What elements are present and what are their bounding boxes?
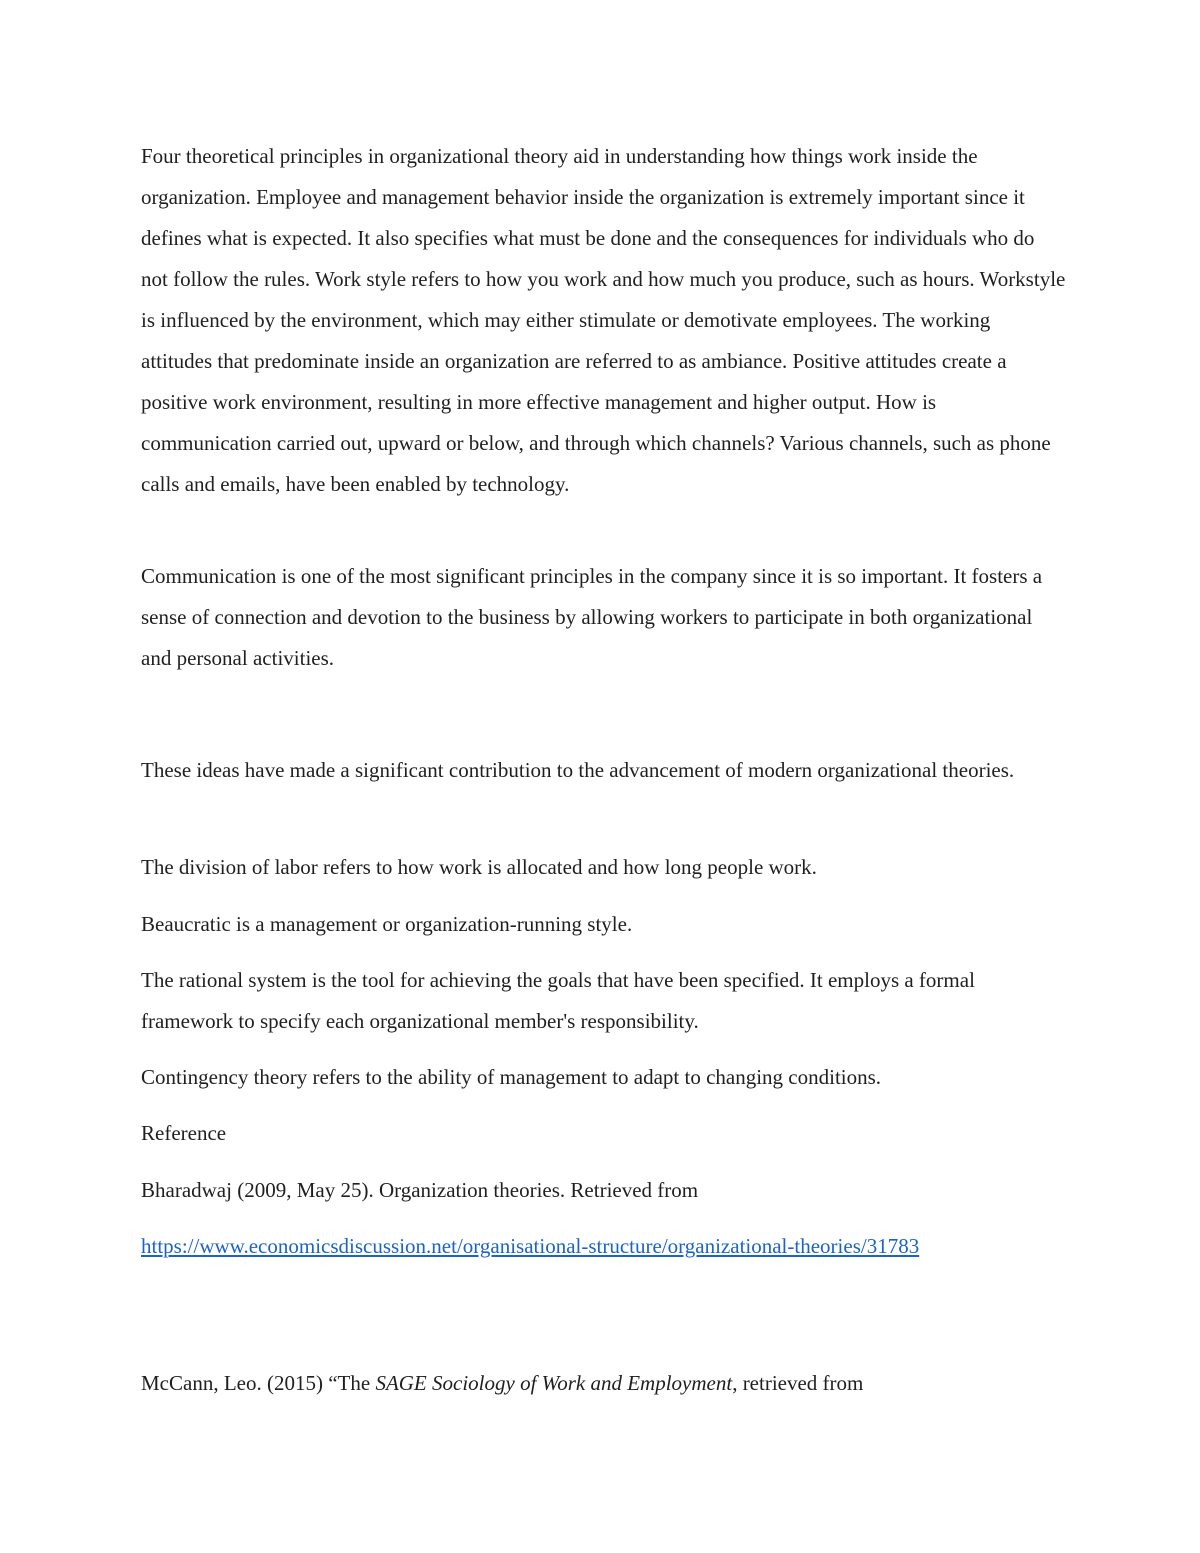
reference-mccann-prefix: McCann, Leo. (2015) “The [141, 1371, 376, 1395]
paragraph-principles: Four theoretical principles in organizational theory aid in understanding how things work inside the organization. Employee and management behavior inside the organization is extremely important since it defines what is expected. It also specifies what must be done and the consequences for individuals who do not follow the rules. Work style refers to how you work and how much you produce, such as hours. Workstyle is influenced by the environment, which may either stimulate or demotivate employees. The working attitudes that predominate inside an organization are referred to as ambiance. Positive attitudes create a positive work environment, resulting in more effective management and higher output. How is communication carried out, upward or below, and through which channels? Various channels, such as phone calls and emails, have been enabled by technology. [141, 144, 1066, 496]
reference-heading: Reference [141, 1121, 227, 1145]
paragraph-bureaucratic: Beaucratic is a management or organization-running style. [141, 912, 633, 936]
paragraph-division-of-labor: The division of labor refers to how work is allocated and how long people work. [141, 855, 817, 879]
paragraph-ideas: These ideas have made a significant contribution to the advancement of modern organizational theories. [141, 758, 1015, 782]
paragraph-communication: Communication is one of the most significant principles in the company since it is so important. It fosters a sense of connection and devotion to the business by allowing workers to participate in both organizational and personal activities. [141, 564, 1043, 670]
reference-mccann-title: SAGE Sociology of Work and Employment [375, 1371, 733, 1395]
reference-link-line [141, 1226, 1066, 1267]
reference-mccann [141, 1363, 1066, 1404]
reference-bharadwaj: Bharadwaj (2009, May 25). Organization theories. Retrieved from [141, 1178, 699, 1202]
paragraph-rational-system: The rational system is the tool for achieving the goals that have been specified. It employs a formal framework to specify each organizational member's responsibility. [141, 968, 975, 1033]
reference-link[interactable]: https://www.economicsdiscussion.net/organisational-structure/organizational-theories/31783 [141, 1234, 920, 1258]
paragraph-contingency-theory: Contingency theory refers to the ability of management to adapt to changing conditions. [141, 1065, 882, 1089]
reference-mccann-suffix: , retrieved from [732, 1371, 864, 1395]
